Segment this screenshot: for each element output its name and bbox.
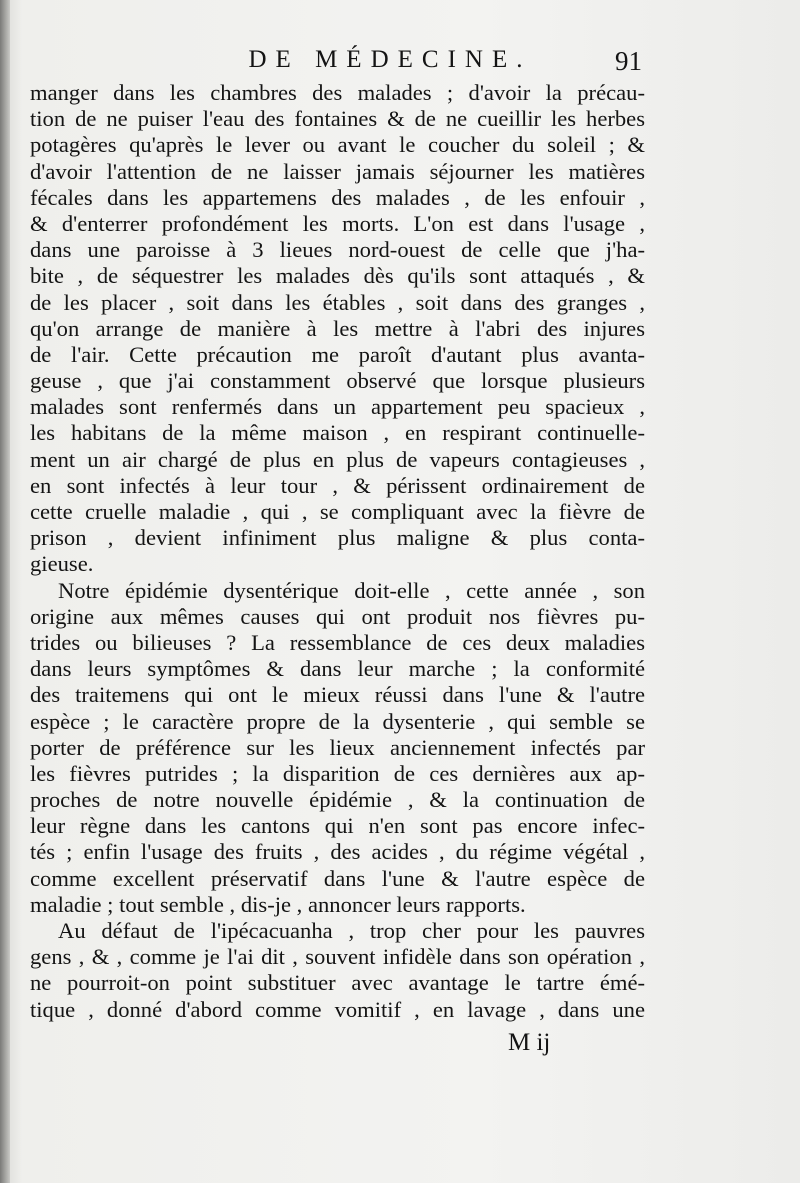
text-line: de l'air. Cette précaution me paroît d'autant plus avanta- (30, 341, 645, 367)
running-title: DE MÉDECINE. (248, 46, 532, 73)
text-line: bite , de séquestrer les malades dès qu'ils sont attaqués , & (30, 263, 645, 289)
text-line: leur règne dans les cantons qui n'en sont pas encore infec- (30, 813, 645, 839)
text-line: les habitans de la même maison , en respirant continuelle- (30, 420, 645, 446)
text-line: malades sont renfermés dans un appartement peu spacieux , (30, 394, 645, 420)
text-line: tique , donné d'abord comme vomitif , en lavage , dans une (30, 996, 645, 1022)
text-line: dans leurs symptômes & dans leur marche ; la conformité (30, 656, 645, 682)
text-line: qu'on arrange de manière à les mettre à l'abri des injures (30, 315, 645, 341)
text-line: les fièvres putrides ; la disparition de ces dernières aux ap- (30, 760, 645, 786)
text-line: fécales dans les appartemens des malades , de les enfouir , (30, 184, 645, 210)
text-line: tion de ne puiser l'eau des fontaines & de ne cueillir les herbes (30, 106, 645, 132)
text-line: & d'enterrer profondément les morts. L'on est dans l'usage , (30, 210, 645, 236)
text-line: trides ou bilieuses ? La ressemblance de ces deux maladies (30, 629, 645, 655)
text-line: en sont infectés à leur tour , & périssent ordinairement de (30, 472, 645, 498)
text-line: des traitemens qui ont le mieux réussi dans l'une & l'autre (30, 682, 645, 708)
page-number: 91 (615, 46, 642, 76)
text-line: d'avoir l'attention de ne laisser jamais séjourner les matières (30, 158, 645, 184)
text-line: maladie ; tout semble , dis-je , annoncer leurs rapports. (30, 891, 526, 917)
text-line: proches de notre nouvelle épidémie , & la continuation de (30, 787, 645, 813)
text-line: tés ; enfin l'usage des fruits , des acides , du régime végétal , (30, 839, 645, 865)
text-line: geuse , que j'ai constamment observé que lorsque plusieurs (30, 368, 645, 394)
text-line: Notre épidémie dysentérique doit-elle , cette année , son (58, 577, 645, 603)
text-line: prison , devient infiniment plus maligne & plus conta- (30, 525, 645, 551)
text-line: dans une paroisse à 3 lieues nord-ouest de celle que j'ha- (30, 237, 645, 263)
text-line: manger dans les chambres des malades ; d'avoir la précau- (30, 80, 645, 105)
text-line: porter de préférence sur les lieux anciennement infectés par (30, 734, 645, 760)
page-gutter-shadow (0, 0, 10, 1183)
text-line: ne pourroit-on point substituer avec avantage le tartre émé- (30, 970, 645, 996)
text-line: comme excellent préservatif dans l'une & l'autre espèce de (30, 865, 645, 891)
page-header (160, 44, 800, 84)
body-text (30, 80, 645, 1023)
text-line: gens , & , comme je l'ai dit , souvent infidèle dans son opération , (30, 944, 645, 970)
text-line: gieuse. (30, 551, 94, 577)
signature-mark: M ij (508, 1029, 551, 1056)
text-line: cette cruelle maladie , qui , se compliquant avec la fièvre de (30, 499, 645, 524)
text-line: de les placer , soit dans les étables , soit dans des granges , (30, 289, 645, 315)
text-line: potagères qu'après le lever ou avant le coucher du soleil ; & (30, 132, 645, 158)
text-line: origine aux mêmes causes qui ont produit nos fièvres pu- (30, 603, 645, 629)
text-line: ment un air chargé de plus en plus de vapeurs contagieuses , (30, 446, 645, 472)
text-line: Au défaut de l'ipécacuanha , trop cher pour les pauvres (58, 918, 645, 943)
text-line: espèce ; le caractère propre de la dysenterie , qui semble se (30, 708, 645, 734)
